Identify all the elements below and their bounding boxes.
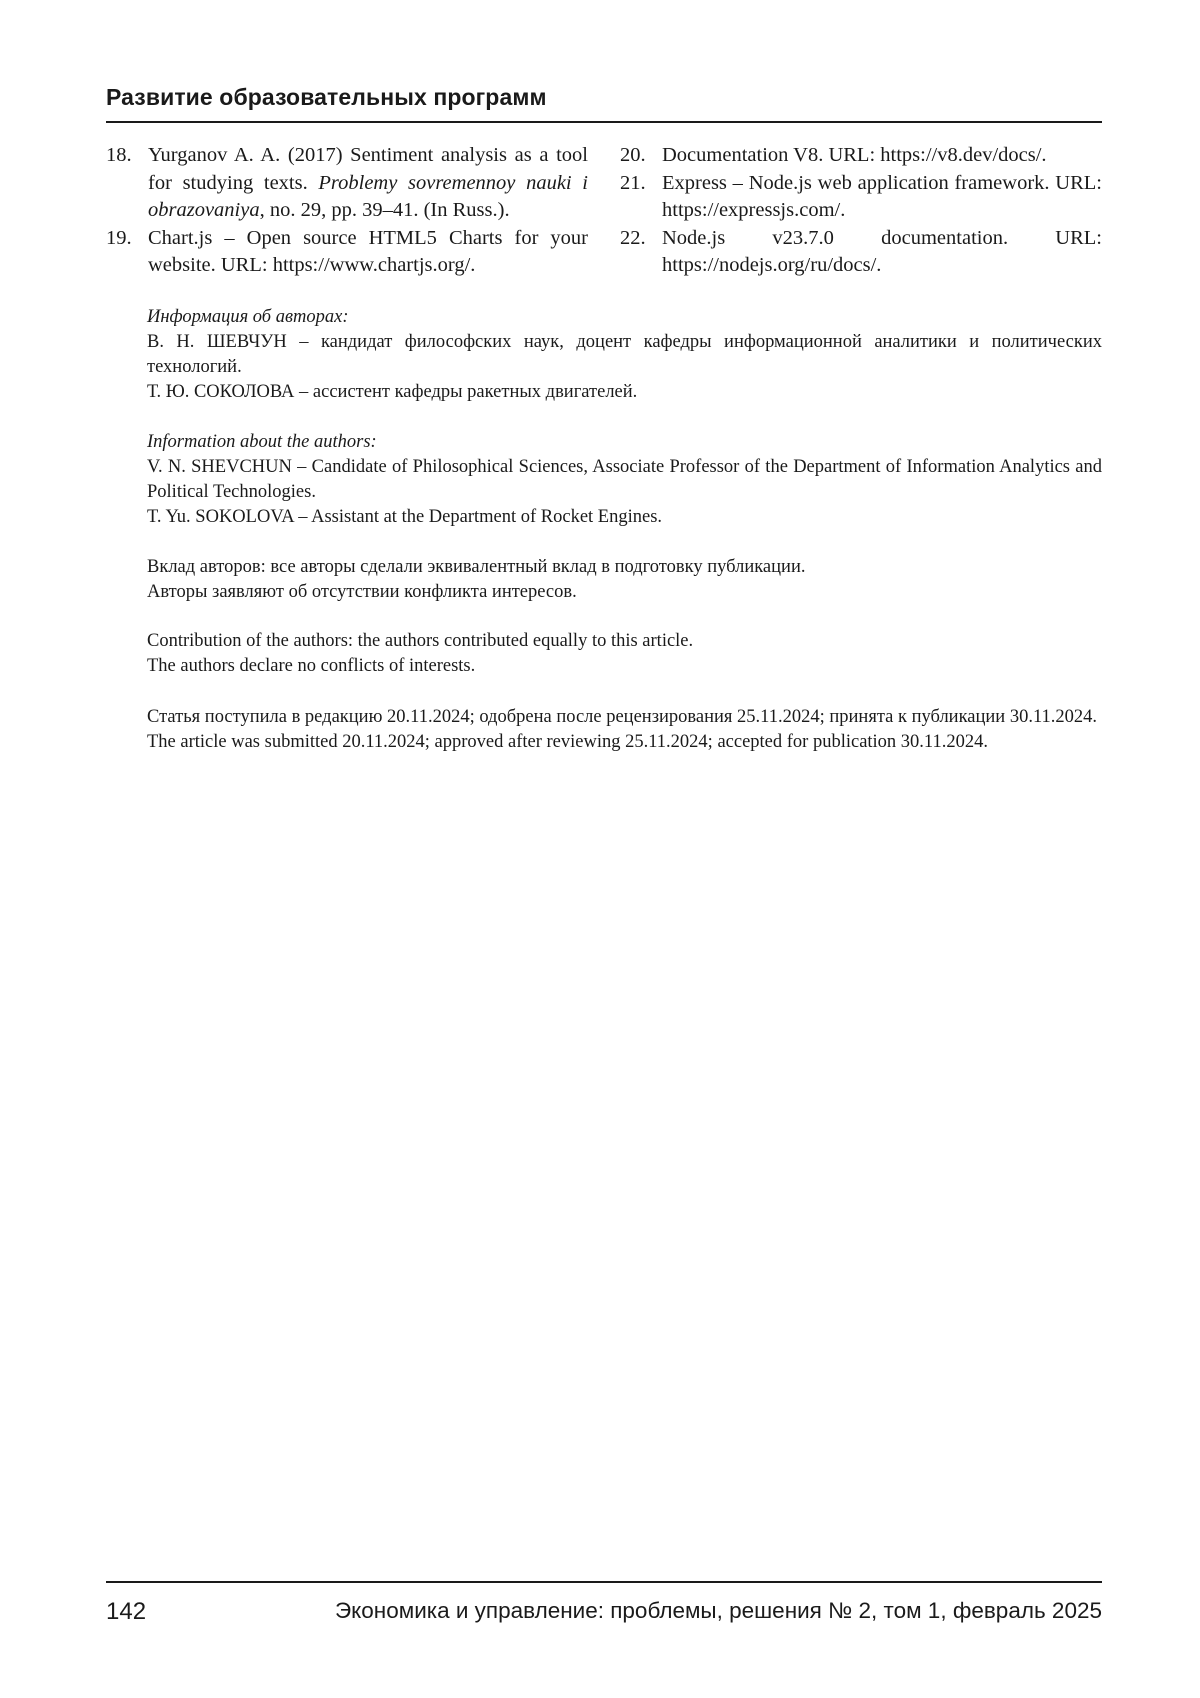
references-right-column: [620, 142, 1102, 280]
section-title: Развитие образовательных программ: [106, 84, 547, 110]
authors-info-ru-label: Информация об авторах:: [147, 307, 349, 327]
article-dates-en: The article was submitted 20.11.2024; approved after reviewing 25.11.2024; accepted for publication 30.11.2024.: [147, 732, 989, 752]
authors-info-ru: [147, 305, 1102, 405]
reference-number: 20.: [620, 144, 646, 166]
page-number: 142: [106, 1598, 147, 1625]
reference-item: [106, 142, 588, 225]
reference-text: Documentation V8. URL: https://v8.dev/docs/.: [662, 144, 1047, 166]
header-rule: [106, 121, 1102, 123]
article-dates: [147, 705, 1102, 755]
reference-item: [620, 170, 1102, 225]
journal-title: Экономика и управление: проблемы, решения № 2, том 1, февраль 2025: [335, 1598, 1102, 1623]
reference-number: 22.: [620, 226, 646, 249]
author-2-ru: Т. Ю. СОКОЛОВА – ассистент кафедры ракетных двигателей.: [147, 382, 638, 402]
reference-journal-title: Problemy sovremennoy nauki i obrazovaniya: [148, 171, 588, 221]
reference-number: 18.: [106, 144, 132, 166]
reference-text-part: , no. 29, pp. 39–41. (In Russ.).: [259, 199, 510, 221]
reference-text-part: Yurganov A. A. (2017) Sentiment analysis as a tool for studying texts.: [148, 144, 588, 194]
contribution-ru-line: Вклад авторов: все авторы сделали эквивалентный вклад в подготовку публикации.: [147, 557, 806, 577]
authors-info-en: [147, 430, 1102, 530]
conflict-en-line: The authors declare no conflicts of interests.: [147, 656, 476, 676]
reference-number: 21.: [620, 171, 646, 194]
reference-text: Express – Node.js web application framework. URL: https://expressjs.com/.: [662, 171, 1102, 221]
author-2-en: T. Yu. SOKOLOVA – Assistant at the Department of Rocket Engines.: [147, 507, 663, 527]
author-1-en: V. N. SHEVCHUN – Candidate of Philosophical Sciences, Associate Professor of the Department of Information Analytics and Political Technologies.: [147, 457, 1102, 502]
reference-number: 19.: [106, 226, 132, 249]
reference-item: [106, 225, 588, 280]
reference-item: [620, 142, 1102, 170]
contribution-en-line: Contribution of the authors: the authors contributed equally to this article.: [147, 631, 694, 651]
footer-rule: [106, 1581, 1102, 1583]
authors-info-en-label: Information about the authors:: [147, 432, 377, 452]
conflict-ru-line: Авторы заявляют об отсутствии конфликта интересов.: [147, 582, 577, 602]
contribution-ru: [147, 555, 1102, 605]
contribution-en: [147, 629, 1102, 679]
references-left-column: [106, 142, 588, 280]
article-dates-ru: Статья поступила в редакцию 20.11.2024; одобрена после рецензирования 25.11.2024; принята к публикации 30.11.2024.: [147, 707, 1098, 727]
author-1-ru: В. Н. ШЕВЧУН – кандидат философских наук, доцент кафедры информационной аналитики и политических технологий.: [147, 332, 1102, 377]
reference-text: Chart.js – Open source HTML5 Charts for your website. URL: https://www.chartjs.org/.: [148, 226, 588, 276]
reference-text: Node.js v23.7.0 documentation. URL: https://nodejs.org/ru/docs/.: [662, 226, 1102, 276]
reference-item: [620, 225, 1102, 280]
reference-text: [148, 142, 588, 225]
